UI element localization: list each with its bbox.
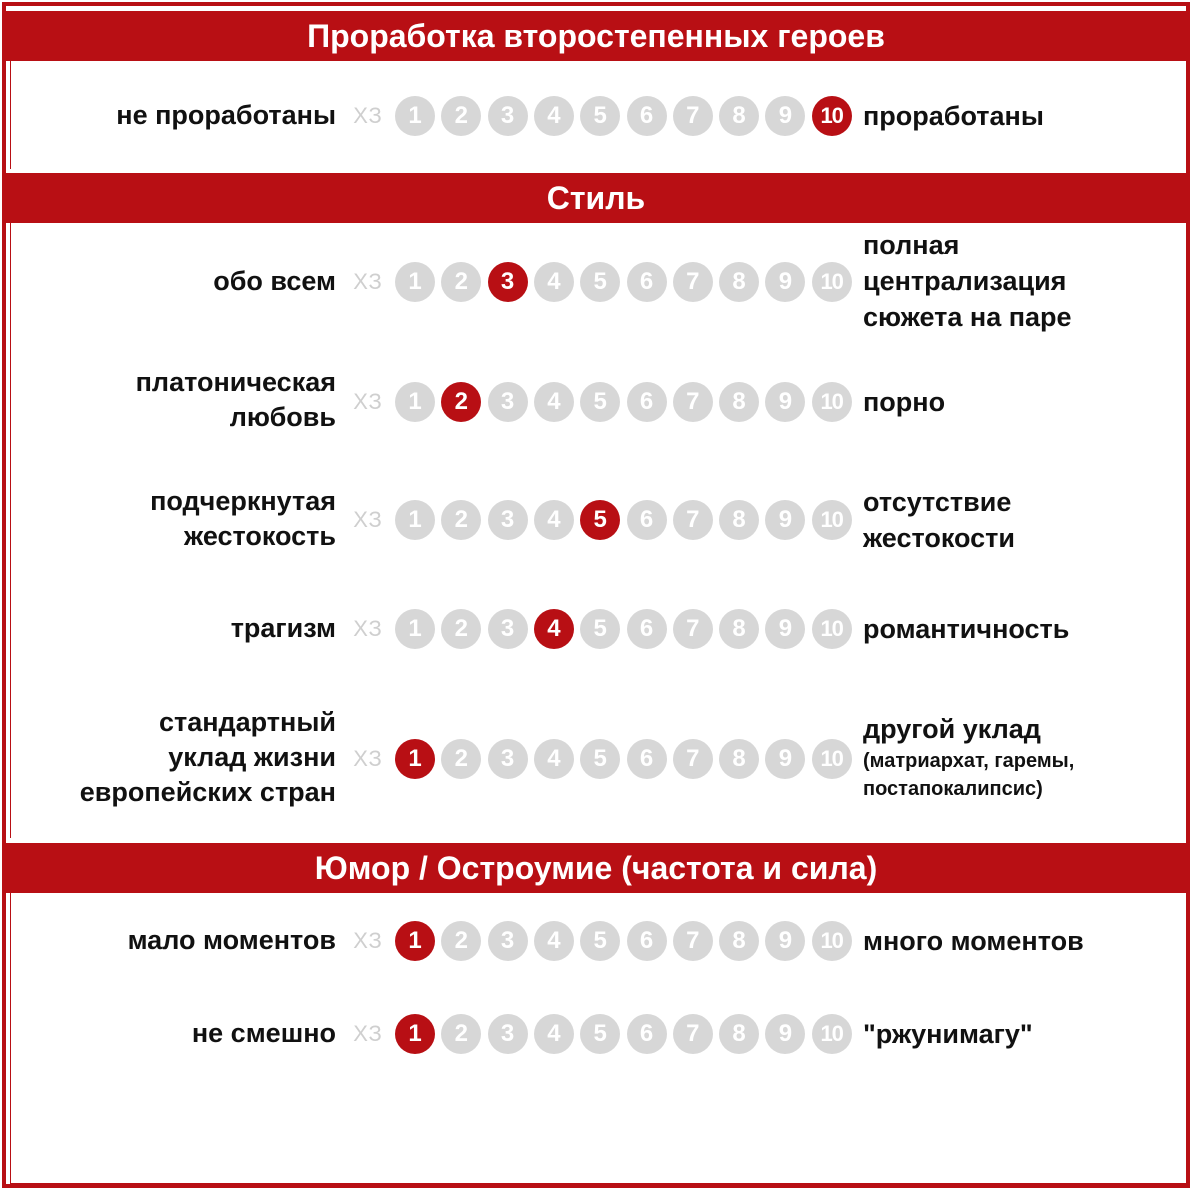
- right-label: романтичность: [863, 614, 1070, 644]
- rating-dot-10[interactable]: 10: [812, 609, 852, 649]
- rating-dot-2[interactable]: 2: [441, 609, 481, 649]
- rating-dot-3[interactable]: 3: [488, 609, 528, 649]
- unknown-option[interactable]: ХЗ: [353, 616, 383, 641]
- rating-dot-8[interactable]: 8: [719, 262, 759, 302]
- rating-dot-3[interactable]: 3: [488, 500, 528, 540]
- rating-dot-8[interactable]: 8: [719, 609, 759, 649]
- rating-dot-6[interactable]: 6: [627, 921, 667, 961]
- rating-dot-3[interactable]: 3: [488, 262, 528, 302]
- left-label: подчеркнутая жестокость: [150, 486, 336, 551]
- rating-dot-10[interactable]: 10: [812, 500, 852, 540]
- rating-dot-4[interactable]: 4: [534, 739, 574, 779]
- rating-dot-9[interactable]: 9: [765, 921, 805, 961]
- rating-dot-7[interactable]: 7: [673, 262, 713, 302]
- rating-dot-5[interactable]: 5: [580, 382, 620, 422]
- rating-dot-3[interactable]: 3: [488, 921, 528, 961]
- rating-dot-7[interactable]: 7: [673, 382, 713, 422]
- rating-dot-1[interactable]: 1: [395, 382, 435, 422]
- rating-dot-1[interactable]: 1: [395, 921, 435, 961]
- unknown-option[interactable]: ХЗ: [353, 389, 383, 414]
- section-header-secondary-heroes: [2, 11, 1190, 61]
- rating-dot-5[interactable]: 5: [580, 739, 620, 779]
- rating-dot-9[interactable]: 9: [765, 609, 805, 649]
- rating-dot-2[interactable]: 2: [441, 1014, 481, 1054]
- rating-dot-4[interactable]: 4: [534, 1014, 574, 1054]
- right-label: проработаны: [863, 101, 1044, 131]
- rating-dot-10[interactable]: 10: [812, 1014, 852, 1054]
- rating-dot-6[interactable]: 6: [627, 1014, 667, 1054]
- rating-dot-8[interactable]: 8: [719, 921, 759, 961]
- rating-dot-9[interactable]: 9: [765, 382, 805, 422]
- rating-dot-4[interactable]: 4: [534, 921, 574, 961]
- rating-dot-3[interactable]: 3: [488, 382, 528, 422]
- rating-dot-2[interactable]: 2: [441, 96, 481, 136]
- section-header-humor: [2, 843, 1190, 893]
- rating-dot-6[interactable]: 6: [627, 262, 667, 302]
- rating-dot-1[interactable]: 1: [395, 500, 435, 540]
- rating-dot-7[interactable]: 7: [673, 739, 713, 779]
- left-label: не смешно: [191, 1018, 336, 1048]
- rating-dot-8[interactable]: 8: [719, 739, 759, 779]
- rating-dot-9[interactable]: 9: [765, 96, 805, 136]
- rating-dot-9[interactable]: 9: [765, 1014, 805, 1054]
- rating-dot-8[interactable]: 8: [719, 1014, 759, 1054]
- rating-dot-3[interactable]: 3: [488, 96, 528, 136]
- unknown-option[interactable]: ХЗ: [353, 1021, 383, 1046]
- rating-dot-9[interactable]: 9: [765, 262, 805, 302]
- right-label: порно: [863, 387, 946, 417]
- right-label: полная централизация сюжета на паре: [863, 230, 1072, 332]
- rating-dot-4[interactable]: 4: [534, 382, 574, 422]
- left-label: обо всем: [213, 266, 336, 296]
- rating-dot-9[interactable]: 9: [765, 739, 805, 779]
- rating-dot-6[interactable]: 6: [627, 739, 667, 779]
- rating-dot-6[interactable]: 6: [627, 382, 667, 422]
- left-label: мало моментов: [127, 925, 336, 955]
- rating-dot-10[interactable]: 10: [812, 262, 852, 302]
- left-label: трагизм: [230, 613, 336, 643]
- unknown-option[interactable]: ХЗ: [353, 928, 383, 953]
- unknown-option[interactable]: ХЗ: [353, 103, 383, 128]
- rating-dot-4[interactable]: 4: [534, 262, 574, 302]
- rating-dot-10[interactable]: 10: [812, 382, 852, 422]
- rating-dot-1[interactable]: 1: [395, 262, 435, 302]
- unknown-option[interactable]: ХЗ: [353, 746, 383, 771]
- rating-dot-6[interactable]: 6: [627, 500, 667, 540]
- rating-dot-7[interactable]: 7: [673, 96, 713, 136]
- rating-dot-5[interactable]: 5: [580, 609, 620, 649]
- rating-dot-1[interactable]: 1: [395, 96, 435, 136]
- rating-dot-10[interactable]: 10: [812, 96, 852, 136]
- rating-dot-8[interactable]: 8: [719, 500, 759, 540]
- rating-dot-1[interactable]: 1: [395, 609, 435, 649]
- rating-dot-1[interactable]: 1: [395, 739, 435, 779]
- rating-dot-2[interactable]: 2: [441, 500, 481, 540]
- section-title: Юмор / Остроумие (частота и сила): [314, 850, 878, 886]
- rating-dot-5[interactable]: 5: [580, 921, 620, 961]
- section-header-style: [2, 173, 1190, 223]
- rating-dot-7[interactable]: 7: [673, 1014, 713, 1054]
- unknown-option[interactable]: ХЗ: [353, 507, 383, 532]
- rating-dot-10[interactable]: 10: [812, 921, 852, 961]
- rating-dot-9[interactable]: 9: [765, 500, 805, 540]
- section-title: Проработка второстепенных героев: [307, 18, 885, 54]
- rating-dot-4[interactable]: 4: [534, 96, 574, 136]
- rating-dot-5[interactable]: 5: [580, 96, 620, 136]
- rating-dot-2[interactable]: 2: [441, 921, 481, 961]
- rating-dot-4[interactable]: 4: [534, 609, 574, 649]
- rating-dot-4[interactable]: 4: [534, 500, 574, 540]
- rating-dot-5[interactable]: 5: [580, 1014, 620, 1054]
- rating-dot-3[interactable]: 3: [488, 739, 528, 779]
- left-label: стандартный уклад жизни европейских стран: [79, 707, 336, 807]
- section-title: Стиль: [546, 180, 646, 216]
- rating-dot-7[interactable]: 7: [673, 921, 713, 961]
- right-label: отсутствие жестокости: [863, 487, 1015, 553]
- rating-dot-2[interactable]: 2: [441, 262, 481, 302]
- rating-dot-5[interactable]: 5: [580, 500, 620, 540]
- rating-dot-8[interactable]: 8: [719, 96, 759, 136]
- unknown-option[interactable]: ХЗ: [353, 269, 383, 294]
- rating-dot-6[interactable]: 6: [627, 609, 667, 649]
- rating-dot-7[interactable]: 7: [673, 609, 713, 649]
- rating-dot-5[interactable]: 5: [580, 262, 620, 302]
- rating-dot-3[interactable]: 3: [488, 1014, 528, 1054]
- right-label: много моментов: [863, 926, 1084, 956]
- left-label: не проработаны: [116, 100, 336, 130]
- rating-dot-7[interactable]: 7: [673, 500, 713, 540]
- rating-dot-8[interactable]: 8: [719, 382, 759, 422]
- right-label: "ржунимагу": [863, 1019, 1033, 1049]
- rating-dot-2[interactable]: 2: [441, 739, 481, 779]
- rating-dot-10[interactable]: 10: [812, 739, 852, 779]
- rating-dot-6[interactable]: 6: [627, 96, 667, 136]
- rating-dot-2[interactable]: 2: [441, 382, 481, 422]
- right-label: другой уклад (матриархат, гаремы, постапокалипсис): [863, 714, 1075, 800]
- rating-dot-1[interactable]: 1: [395, 1014, 435, 1054]
- left-label: платоническая любовь: [135, 367, 336, 432]
